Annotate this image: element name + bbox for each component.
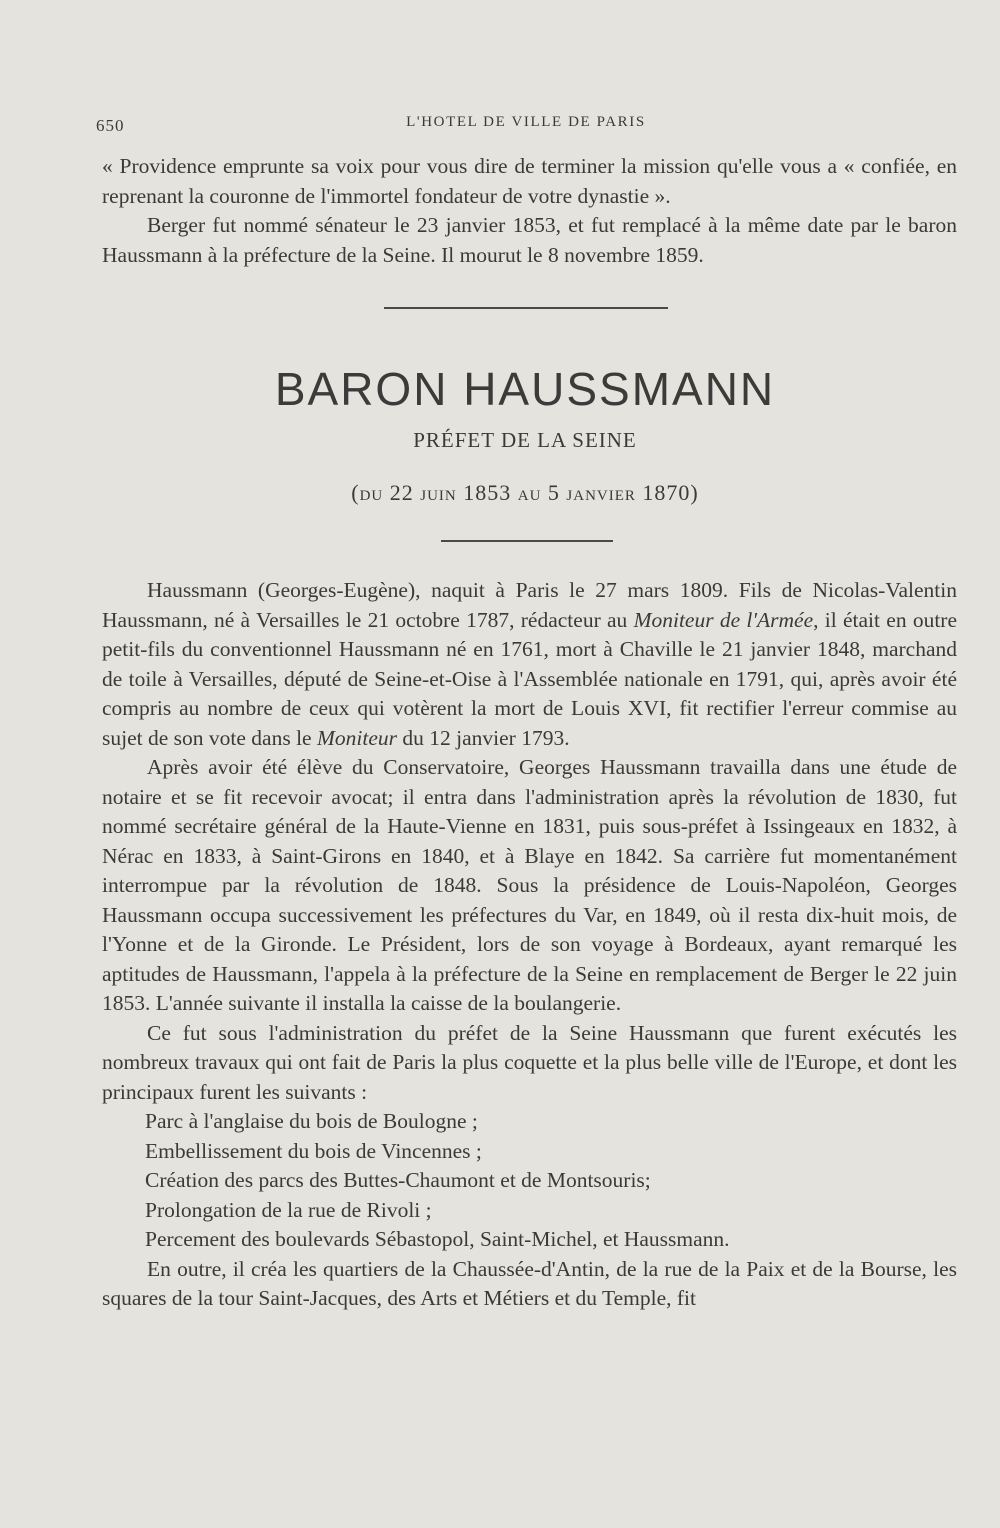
page-number: 650 [96,116,125,135]
dates-open: ( [351,480,360,505]
dates-word-juin: juin [420,480,457,505]
section-dates [0,480,1000,506]
section-subtitle: PRÉFET DE LA SEINE [413,428,637,452]
section-title: BARON HAUSSMANN [274,363,776,415]
quote-paragraph: « Providence emprunte sa voix pour vous dire de terminer la mission qu'elle vous a « confiée, en reprenant la couronne de l'immortel fondateur de votre dynastie ». [102,154,957,208]
running-head [96,112,956,142]
article-body [102,576,957,1314]
berger-paragraph: Berger fut nommé sénateur le 23 janvier 1853, et fut remplacé à la même date par le baron Haussmann à la préfecture de la Seine. Il mourut le 8 novembre 1859. [102,213,957,267]
paragraph-quarters: En outre, il créa les quartiers de la Chaussée-d'Antin, de la rue de la Paix et de la Bourse, les squares de la tour Saint-Jacques, des Arts et Métiers et du Temple, fit [102,1256,957,1310]
dates-word-janvier: janvier [566,480,636,505]
previous-section-text [102,152,957,270]
dates-year-start: 1853 [456,480,518,505]
dates-day-start: 22 [383,480,421,505]
works-list-item: Percement des boulevards Sébastopol, Saint-Michel, et Haussmann. [145,1227,730,1251]
moniteur-title: Moniteur [316,725,397,750]
title-divider [441,540,613,542]
dates-year-end: 1870) [635,480,699,505]
moniteur-armee-title: Moniteur de l'Armée [633,607,814,632]
dates-word-au: au [517,480,542,505]
works-list-item: Création des parcs des Buttes-Chaumont et de Montsouris; [145,1168,651,1192]
dates-day-end: 5 [541,480,567,505]
paragraph-works-intro: Ce fut sous l'administration du préfet de la Seine Haussmann que furent exécutés les nombreux travaux qui ont fait de Paris la plus coquette et la plus belle ville de l'Europe, et dont les principaux furent les suivants : [102,1020,957,1104]
dates-word-du: du [359,480,384,505]
running-title: L'HOTEL DE VILLE DE PARIS [406,114,646,130]
works-list-item: Parc à l'anglaise du bois de Boulogne ; [145,1109,478,1133]
section-divider [384,307,668,309]
works-list-item: Prolongation de la rue de Rivoli ; [145,1197,432,1222]
paragraph-birth [102,576,957,753]
paragraph-birth-text-1: Haussmann (Georges-Eugène), naquit à Paris le 27 mars 1809. Fils de Nicolas-Valentin Haussmann, né à Versailles le 21 octobre 1787, rédacteur au [102,578,957,632]
paragraph-career: Après avoir été élève du Conservatoire, Georges Haussmann travailla dans une étude de notaire et se fit recevoir avocat; il entra dans l'administration après la révolution de 1830, fut nommé secrétaire général de la Haute-Vienne en 1831, puis sous-préfet à Issingeaux en 1832, à Nérac en 1833, à Saint-Girons en 1840, et à Blaye en 1842. Sa carrière fut momentanément interrompue par la révolution de 1848. Sous la présidence de Louis-Napoléon, Georges Haussmann occupa successivement les préfectures du Var, en 1849, où il resta dix-huit mois, de l'Yonne et de la Gironde. Le Président, lors de son voyage à Bordeaux, ayant remarqué les aptitudes de Haussmann, l'appela à la préfecture de la Seine en remplacement de Berger le 22 juin 1853. L'année suivante il installa la caisse de la boulangerie. [102,755,957,1015]
works-list-item: Embellissement du bois de Vincennes ; [145,1138,482,1163]
paragraph-birth-text-3: du 12 janvier 1793. [397,725,570,750]
paragraph-birth-text-2: , il était en outre petit-fils du conventionnel Haussmann né en 1761, mort à Chaville le 21 janvier 1848, marchand de toile à Versailles, député de Seine-et-Oise à l'Assemblée nationale en 1791, qui, après avoir été compris au nombre de ceux qui votèrent la mort de Louis XVI, fit rectifier l'erreur commise au sujet de son vote dans le [102,607,958,750]
